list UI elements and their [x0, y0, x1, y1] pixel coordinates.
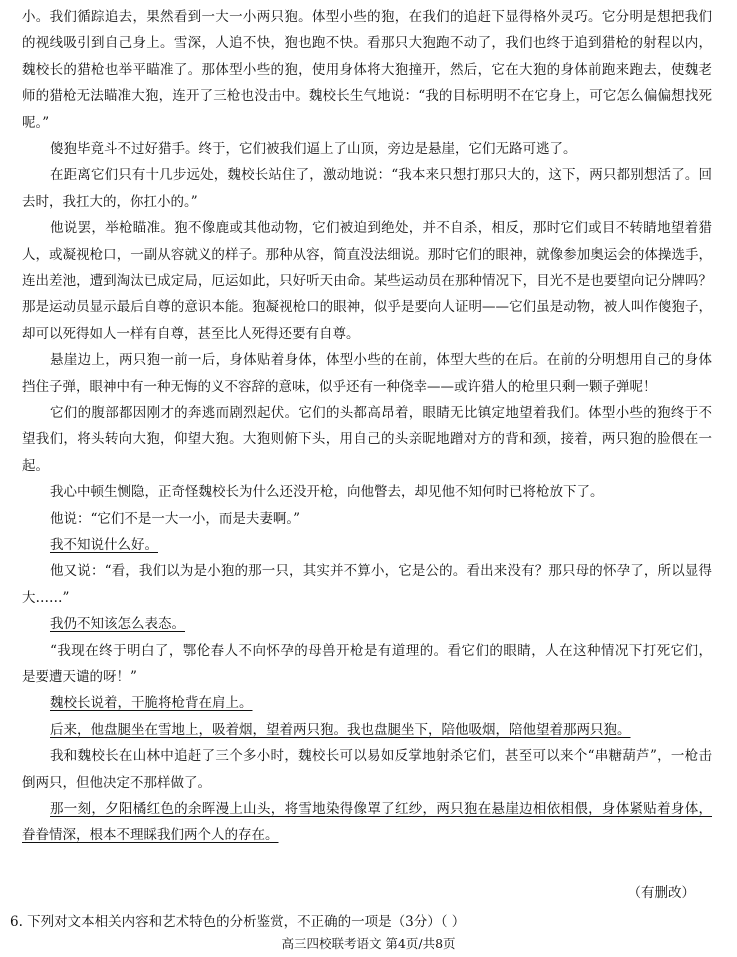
paragraph-line: 师的猎枪无法瞄准大狍，连开了三枪也没击中。魏校长生气地说：“我的目标明明不在它身上，可它怎么偏偏想找死 — [22, 88, 712, 105]
paragraph-line: 悬崖边上，两只狍一前一后，身体贴着身体，体型小些的在前，体型大些的在后。在前的分明想用自己的身体 — [50, 352, 712, 369]
underlined-sentence: 我仍不知该怎么表态。 — [50, 616, 185, 633]
paragraph-line: 在距离它们只有十几步远处，魏校长站住了，激动地说：“我本来只想打那只大的，这下，两只都别想活了。回 — [50, 167, 712, 184]
paragraph-line — [50, 721, 712, 739]
underlined-sentence: 我不知说什么好。 — [50, 537, 158, 553]
paragraph-line: 他说罢，举枪瞄准。狍不像鹿或其他动物，它们被迫到绝处，并不自杀，相反，那时它们或目不转睛地望着猎 — [50, 220, 712, 237]
paragraph-line: 小。我们循踪追去，果然看到一大一小两只狍。体型小些的狍，在我们的追赶下显得格外灵巧。它分明是想把我们 — [22, 9, 712, 25]
paragraph-line: 魏校长的猎枪也举平瞄准了。那体型小些的狍，使用身体将大狍撞开，然后，它在大狍的身体前跑来跑去，使魏老 — [22, 61, 712, 78]
paragraph-line: 傻狍毕竟斗不过好猎手。终于，它们被我们逼上了山顶，旁边是悬崖，它们无路可逃了。 — [50, 141, 577, 157]
paragraph-line: 我和魏校长在山林中追赶了三个多小时，魏校长可以易如反掌地射杀它们，甚至可以来个“串糖葫芦”，一枪击 — [50, 748, 712, 765]
paragraph-line: 去时，我扛大的，你扛小的。” — [22, 193, 198, 210]
paragraph-line: 他又说：“看，我们以为是小狍的那一只，其实并不算小，它是公的。看出来没有？那只母的怀孕了，所以显得 — [50, 563, 712, 580]
paragraph-line: 人，或凝视枪口，一副从容就义的样子。那种从容，简直没法细说。那时它们的眼神，就像参加奥运会的体操选手， — [22, 246, 712, 263]
paragraph-line: 是要遭天谴的呀！” — [22, 669, 137, 685]
paragraph-line: 他说：“它们不是一大一小，而是夫妻啊。” — [50, 510, 301, 527]
paragraph-line: 它们的腹部都因刚才的奔逃而剧烈起伏。它们的头都高昂着，眼睛无比镇定地望着我们。体型小些的狍终于不 — [50, 405, 712, 421]
paragraph-line — [50, 615, 712, 633]
paragraph-line — [50, 536, 712, 554]
paragraph-line: 起。 — [22, 457, 49, 474]
paragraph-line: 挡住子弹，眼神中有一种无悔的义不容辞的意味，似乎还有一种侥幸——或许猎人的枪里只剩一颗子弹呢！ — [22, 378, 657, 395]
question-6: 6. 下列对文本相关内容和艺术特色的分析鉴赏，不正确的一项是（3分）（ ） — [10, 914, 466, 930]
paragraph-line: 连出差池，遭到淘汰已成定局，厄运如此，只好听天由命。某些运动员在那种情况下，目光不是也要望向记分牌吗？ — [22, 273, 712, 289]
paragraph-line: 倒两只，但他决定不那样做了。 — [22, 774, 211, 791]
paragraph-line — [50, 800, 712, 818]
underlined-sentence: 魏校长说着，干脆将枪背在肩上。 — [50, 695, 253, 712]
paragraph-line — [50, 694, 712, 712]
underlined-sentence: 那一刻，夕阳橘红色的余晖漫上山头，将雪地染得像罩了红纱，两只狍在悬崖边相依相偎，身体紧贴着身体， — [50, 801, 712, 817]
paragraph-line: 却可以死得如人一样有自尊，甚至比人死得还要有自尊。 — [22, 325, 360, 342]
paragraph-line: 那是运动员显示最后自尊的意识本能。狍凝视枪口的眼神，似乎是要向人证明——它们虽是动物，被人叫作傻狍子， — [22, 299, 712, 316]
paragraph-line: 的视线吸引到自己身上。雪深，人追不快，狍也跑不快。看那只大狍跑不动了，我们也终于追到猎枪的射程以内， — [22, 35, 712, 52]
paragraph-line: 我心中顿生恻隐，正奇怪魏校长为什么还没开枪，向他瞥去，却见他不知何时已将枪放下了。 — [50, 484, 604, 501]
paragraph-line — [22, 826, 712, 844]
source-note: （有删改） — [627, 885, 695, 901]
paragraph-line: 望我们，将头转向大狍，仰望大狍。大狍则俯下头，用自己的头亲昵地蹭对方的背和颈，接着，两只狍的脸偎在一 — [22, 431, 712, 448]
page-footer: 高三四校联考语文 第4页/共8页 — [281, 936, 456, 951]
underlined-sentence: 后来，他盘腿坐在雪地上，吸着烟，望着两只狍。我也盘腿坐下，陪他吸烟，陪他望着那两只狍。 — [50, 721, 631, 738]
paragraph-line: “我现在终于明白了，鄂伦春人不向怀孕的母兽开枪是有道理的。看它们的眼睛，人在这种情况下打死它们， — [50, 642, 712, 659]
paragraph-line: 大……” — [22, 589, 70, 606]
paragraph-line: 呢。” — [22, 114, 50, 131]
underlined-sentence: 眷眷情深，根本不理睬我们两个人的存在。 — [22, 827, 279, 844]
